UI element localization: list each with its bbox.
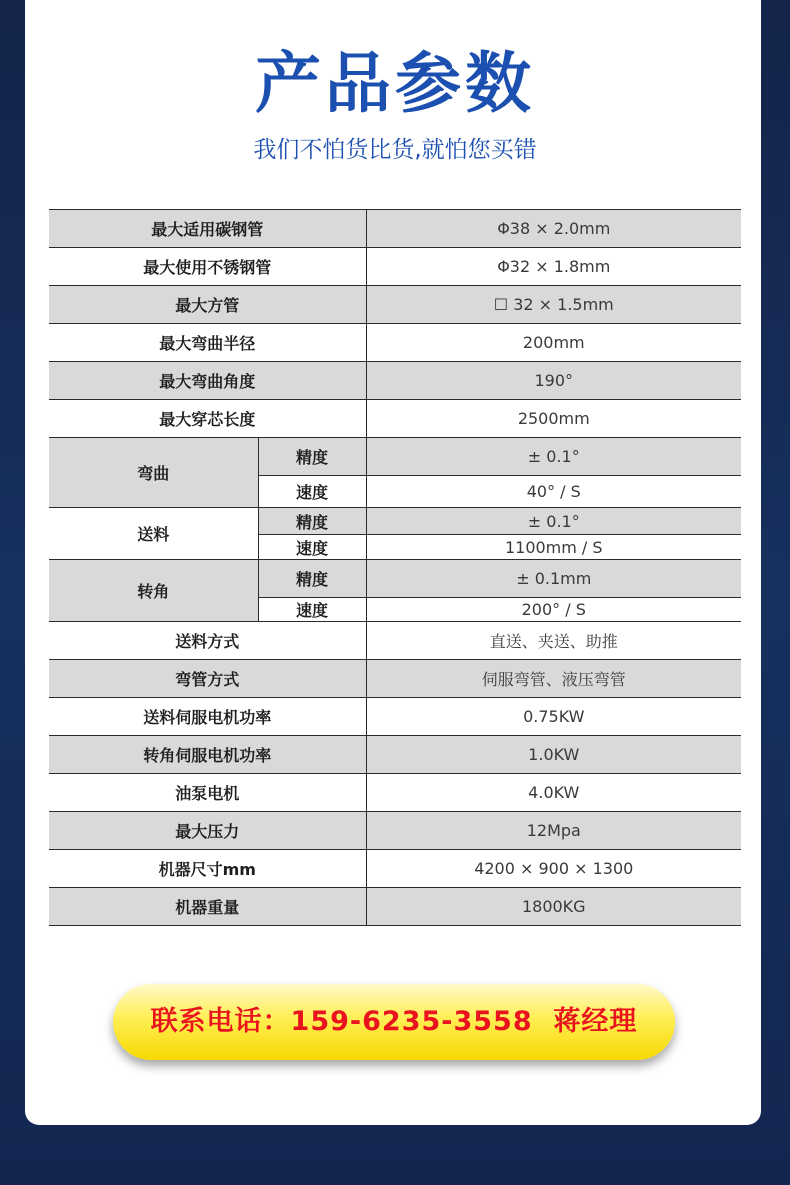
- spec-value: 1800KG: [366, 888, 741, 926]
- spec-value: ± 0.1°: [366, 508, 741, 535]
- spec-label: 送料伺服电机功率: [49, 698, 366, 736]
- table-row: [49, 286, 741, 324]
- spec-value: 1.0KW: [366, 736, 741, 774]
- spec-label: 最大弯曲角度: [49, 362, 366, 400]
- group-label-rotation: 转角: [49, 560, 258, 622]
- table-row: [49, 736, 741, 774]
- table-row: [49, 438, 741, 476]
- spec-sublabel: 速度: [258, 535, 366, 560]
- spec-value: Φ32 × 1.8mm: [366, 248, 741, 286]
- table-row: [49, 324, 741, 362]
- spec-label: 油泵电机: [49, 774, 366, 812]
- spec-sublabel: 速度: [258, 476, 366, 508]
- table-row: [49, 774, 741, 812]
- spec-label: 最大适用碳钢管: [49, 210, 366, 248]
- spec-value: 4200 × 900 × 1300: [366, 850, 741, 888]
- spec-label: 机器尺寸mm: [49, 850, 366, 888]
- table-row: [49, 850, 741, 888]
- group-label-feeding: 送料: [49, 508, 258, 560]
- spec-label: 最大穿芯长度: [49, 400, 366, 438]
- spec-value: Φ38 × 2.0mm: [366, 210, 741, 248]
- table-row: [49, 660, 741, 698]
- spec-value: 200° / S: [366, 598, 741, 622]
- table-row: [49, 812, 741, 850]
- spec-label: 最大弯曲半径: [49, 324, 366, 362]
- spec-label: 最大压力: [49, 812, 366, 850]
- spec-label: 转角伺服电机功率: [49, 736, 366, 774]
- page-title: 产品参数: [255, 45, 535, 122]
- spec-label: 送料方式: [49, 622, 366, 660]
- table-row: [49, 362, 741, 400]
- table-row: [49, 248, 741, 286]
- table-row: [49, 508, 741, 535]
- table-row: [49, 400, 741, 438]
- spec-value: 12Mpa: [366, 812, 741, 850]
- spec-sublabel: 精度: [258, 438, 366, 476]
- spec-label: 最大方管: [49, 286, 366, 324]
- page-subtitle: 我们不怕货比货,就怕您买错: [253, 137, 537, 163]
- spec-value: 1100mm / S: [366, 535, 741, 560]
- table-row: [49, 622, 741, 660]
- table-row: [49, 210, 741, 248]
- table-row: [49, 888, 741, 926]
- group-label-bending: 弯曲: [49, 438, 258, 508]
- spec-label: 弯管方式: [49, 660, 366, 698]
- spec-sublabel: 精度: [258, 508, 366, 535]
- spec-value: 0.75KW: [366, 698, 741, 736]
- contact-text: 联系电话：159-6235-3558 蒋经理: [150, 1006, 638, 1037]
- contact-phone-banner[interactable]: [113, 984, 675, 1060]
- spec-value: 2500mm: [366, 400, 741, 438]
- spec-sublabel: 速度: [258, 598, 366, 622]
- table-row: [49, 560, 741, 598]
- spec-value: ☐ 32 × 1.5mm: [366, 286, 741, 324]
- table-row: [49, 698, 741, 736]
- spec-label: 最大使用不锈钢管: [49, 248, 366, 286]
- spec-value: 伺服弯管、液压弯管: [366, 660, 741, 698]
- spec-sublabel: 精度: [258, 560, 366, 598]
- spec-label: 机器重量: [49, 888, 366, 926]
- spec-value: ± 0.1°: [366, 438, 741, 476]
- spec-value: 直送、夹送、助推: [366, 622, 741, 660]
- spec-table: [49, 209, 741, 926]
- spec-value: 40° / S: [366, 476, 741, 508]
- spec-value: 4.0KW: [366, 774, 741, 812]
- spec-value: 200mm: [366, 324, 741, 362]
- spec-value: ± 0.1mm: [366, 560, 741, 598]
- spec-value: 190°: [366, 362, 741, 400]
